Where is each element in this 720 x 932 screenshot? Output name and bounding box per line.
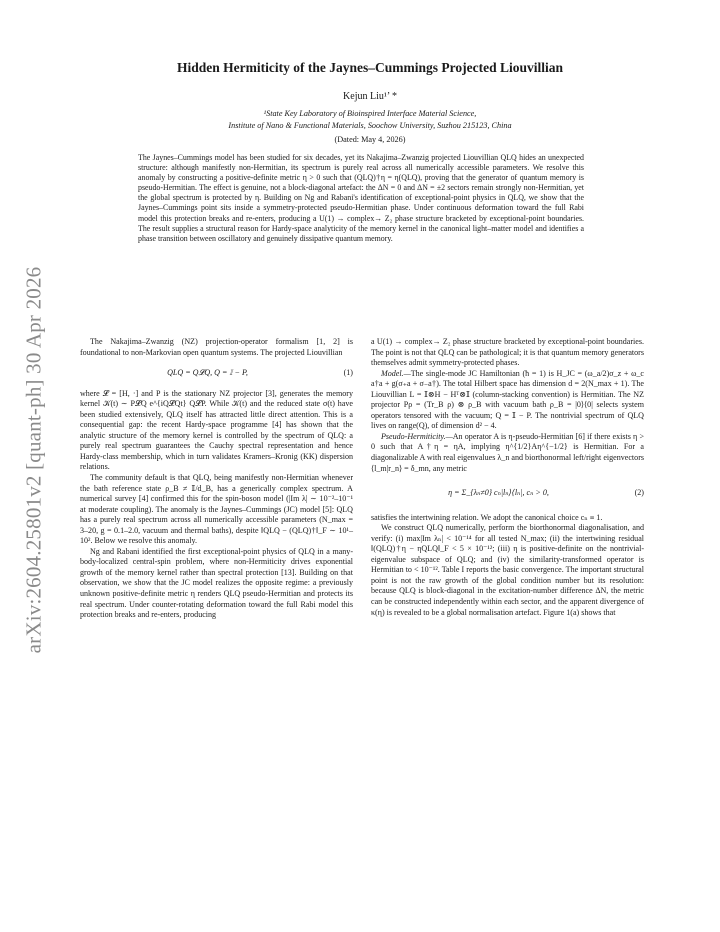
model-paragraph <box>371 369 644 432</box>
intro-paragraph-4: Ng and Rabani identified the first exceptional-point physics of QLQ in a many-body-localized central-spin problem, where non-Hermiticity drives exponential growth of the memory kernel rather than spectral protection [13]. Building on that observation, we show that the JC model realizes the opposite regime: a previously unknown positive-definite metric η renders QLQ pseudo-Hermitian and protects its real spectrum. Under counter-rotating deformation toward the full Rabi model this protection breaks and re-enters, producing <box>80 546 353 620</box>
pseudo-hermiticity-heading: Pseudo-Hermiticity.— <box>381 431 453 441</box>
arxiv-sidebar-stamp <box>6 250 62 670</box>
equation-2-number: (2) <box>634 488 644 498</box>
affiliation-line-1: ¹State Key Laboratory of Bioinspired Interface Material Science, <box>263 109 477 118</box>
abstract: The Jaynes–Cummings model has been studied for six decades, yet its Nakajima–Zwanzig projected Liouvillian QLQ hides an unexpected structure: although manifestly non-Hermitian, its spectrum is purely real across all numerically accessible parameters. We resolve this anomaly by constructing a positive-definite metric η > 0 such that (QLQ)†η = η(QLQ), proving that the generator of quantum memory is pseudo-Hermitian. The effect is genuine, not a block-diagonal artefact: the ΔN = 0 and ΔN = ±2 sectors remain strongly non-Hermitian, yet the global spectrum is protected by η. Building on Ng and Rabani's identification of exceptional-point physics in QLQ, we show that the Jaynes–Cummings point sits inside a symmetry-protected pseudo-Hermitian phase. Under continuous deformation toward the full Rabi model this protection breaks and re-enters, producing a U(1) → complex→ Z₂ phase structure bracketed by exceptional-point boundaries. The result supplies a structural reason for Hardy-space analyticity of the memory kernel in the canonical light–matter model and identifies a phase transition between oscillatory and genuinely dissipative quantum memory. <box>138 153 584 243</box>
right-paragraph-4: We construct QLQ numerically, perform the biorthonormal diagonalisation, and verify: (i) max|Im λₙ| < 10⁻¹⁴ for all tested N_max; (ii) the intertwining residual ‖(QLQ)†η − ηQLQ‖_F < 5 × 10⁻¹²; (iii) η is positive-definite on the nontrivial-eigenvalue subspace of QLQ; and (iv) the similarity-transformed operator is Hermitian to < 10⁻¹². Table I reports the basic convergence. The important structural point is not the raw growth of the global condition number but its resolution: because QLQ is block-diagonal in the excitation-number difference ΔN, the metric can be constructed independently within each sector, and the apparent divergence of κ(η) is revealed to be a global normalisation artefact. Figure 1(a) shows that <box>371 523 644 617</box>
right-paragraph-3: satisfies the intertwining relation. We adopt the canonical choice cₙ ≡ 1. <box>371 512 603 522</box>
intro-paragraph-3: The community default is that QLQ, being manifestly non-Hermitian whenever the bath reference state ρ_B ≠ 𝕀/d_B, has a generically complex spectrum. A numerical survey [4] confirmed this for the spin-boson model (|Im λ| ∼ 10⁻²–10⁻¹ at moderate coupling). The anomaly is the Jaynes–Cummings (JC) model [5]: QLQ has a purely real spectrum across all numerically accessible parameters (N_max = 3–20, g = 0.1–2.0, vacuum and thermal baths), despite ‖QLQ − (QLQ)†‖_F ∼ 10¹–10². Below we resolve this anomaly. <box>80 473 353 546</box>
model-heading: Model.— <box>381 368 411 378</box>
model-body: The single-mode JC Hamiltonian (ħ = 1) is H_JC = (ω_a/2)σ_z + ω_c a†a + g(σ₊a + σ₋a†). The total Hilbert space has dimension d = 2(N_max + 1). The Liouvillian L = 𝕀⊗H − Hᵀ⊗𝕀 (column-stacking convention) is Hermitian. The NZ projector Pρ = (Tr_B ρ) ⊗ ρ_B with vacuum bath ρ_B = |0⟩⟨0| selects system operators tensored with the vacuum; Q = 𝕀 − P. The nontrivial spectrum of QLQ lives on range(Q), of dimension d² − 4. <box>371 368 644 431</box>
equation-1 <box>80 368 353 379</box>
dated-line: (Dated: May 4, 2026) <box>334 135 406 144</box>
pseudo-hermiticity-body: An operator A is η-pseudo-Hermitian [6] if there exists η > 0 such that A†η = ηA, implying η^{1/2}Aη^{−1/2} is Hermitian. For a diagonalizable A with real eigenvalues λ_n and biorthonormal left/right eigenvectors ⟨l_m|r_n⟩ = δ_mn, any metric <box>371 431 644 473</box>
arxiv-id: arXiv:2604.25801v2 [quant-ph] 30 Apr 2026 <box>21 266 46 654</box>
paper-title: Hidden Hermiticity of the Jaynes–Cummings Projected Liouvillian <box>177 60 563 75</box>
equation-1-body: QLQ = Q𝓛Q, Q = 𝕀 − P, <box>167 368 248 378</box>
pseudo-hermiticity-paragraph <box>371 432 644 474</box>
affiliation <box>90 108 650 132</box>
intro-paragraph-2: where 𝓛 = [H, ·] and P is the stationary NZ projector [3], generates the memory kernel 𝒦(t) ∼ P𝓛Q e^{iQ𝓛Qt} Q𝓛P. While 𝒦(t) and the reduced state σ(t) have been studied extensively, QLQ itself has attracted little direct attention. This is a consequential gap: the recent Hardy-space programme [4] has shown that the analytic structure of the memory kernel is controlled by the spectrum of QLQ: a purely real spectrum guarantees the Cauchy spectral representation and hence Hardy-class membership, which in turn validates Kramers–Kronig (KK) dispersion relations. <box>80 388 353 472</box>
right-column <box>371 337 644 618</box>
intro-paragraph-1: The Nakajima–Zwanzig (NZ) projection-operator formalism [1, 2] is foundational to non-Markovian open quantum systems. The projected Liouvillian <box>80 337 353 357</box>
affiliation-line-2: Institute of Nano & Functional Materials, Soochow University, Suzhou 215123, China <box>228 121 512 130</box>
equation-2 <box>371 488 644 499</box>
author-line: Kejun Liu¹’ * <box>343 91 397 102</box>
equation-1-number: (1) <box>343 368 353 378</box>
left-column <box>80 337 353 621</box>
right-paragraph-1: a U(1) → complex→ Z₂ phase structure bracketed by exceptional-point boundaries. The point is not that QLQ can be pathological; it is that quantum memory generators themselves admit symmetry-protected phases. <box>371 337 644 368</box>
equation-2-body: η = Σ_{λₙ≠0} cₙ|lₙ⟩⟨lₙ|, cₙ > 0, <box>448 488 549 498</box>
